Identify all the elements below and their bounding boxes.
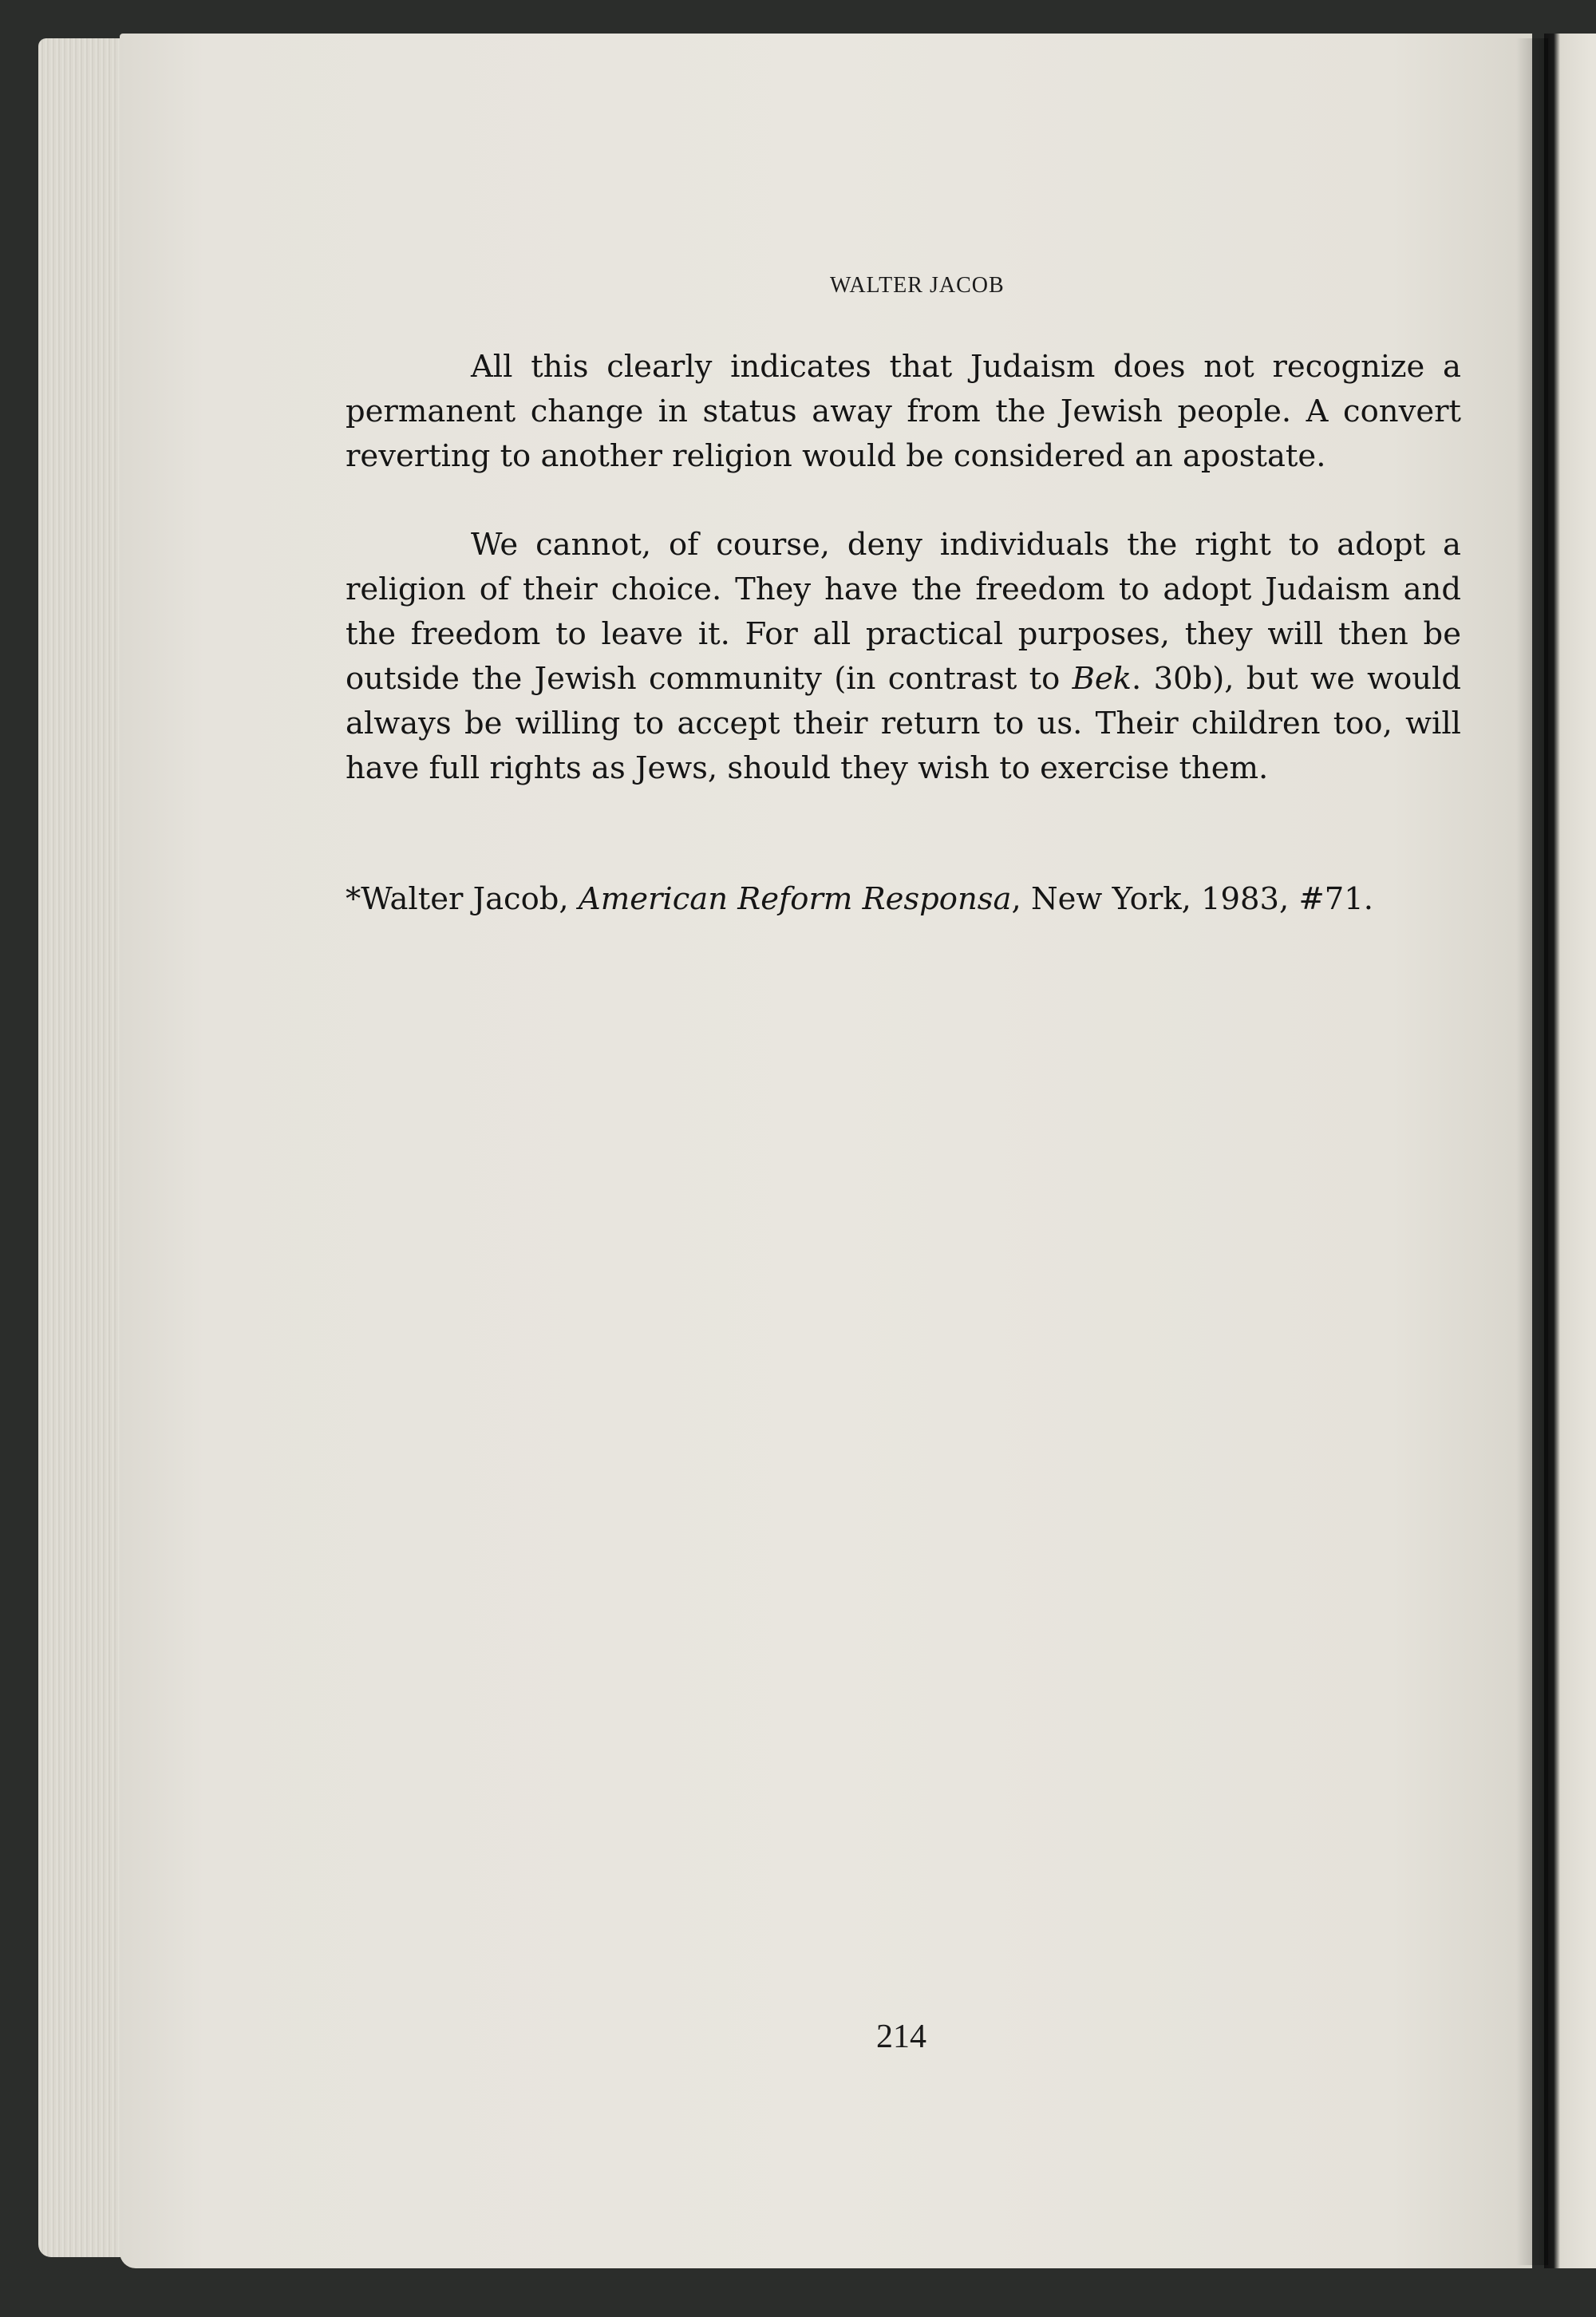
paragraph-1: All this clearly indicates that Judaism does not recognize a permanent change in status away from the Jewish people. A convert reverting to another religion would be considered an apostate. (346, 349, 1461, 474)
page-edge-stack (38, 38, 126, 2257)
page-body (346, 345, 1461, 922)
footnote-author: *Walter Jacob, (346, 881, 579, 917)
running-head: WALTER JACOB (830, 273, 1005, 298)
paragraph-2 (346, 523, 1461, 791)
paragraph-2-citation: Bek (1072, 661, 1132, 697)
footnote (346, 877, 1461, 922)
facing-page-edge (1544, 34, 1596, 2268)
paragraph-2-text-a: We cannot, of course, deny individuals the right to adopt a religion of their choice. They have the freedom to adopt Judaism and the freedom to leave it. For all practical purposes, they will then be outside the Jewish community (in contrast to (346, 527, 1461, 697)
page-number: 214 (876, 2018, 926, 2055)
paragraph-2-text-b: . 30b), but we would always be willing to accept their return to us. Their children too, will have full rights as Jews, should they wish to exercise them. (346, 661, 1462, 786)
footnote-title: American Reform Responsa (578, 881, 1012, 917)
gutter-shadow (1516, 38, 1548, 2265)
footnote-publication: , New York, 1983, #71. (1011, 881, 1374, 917)
